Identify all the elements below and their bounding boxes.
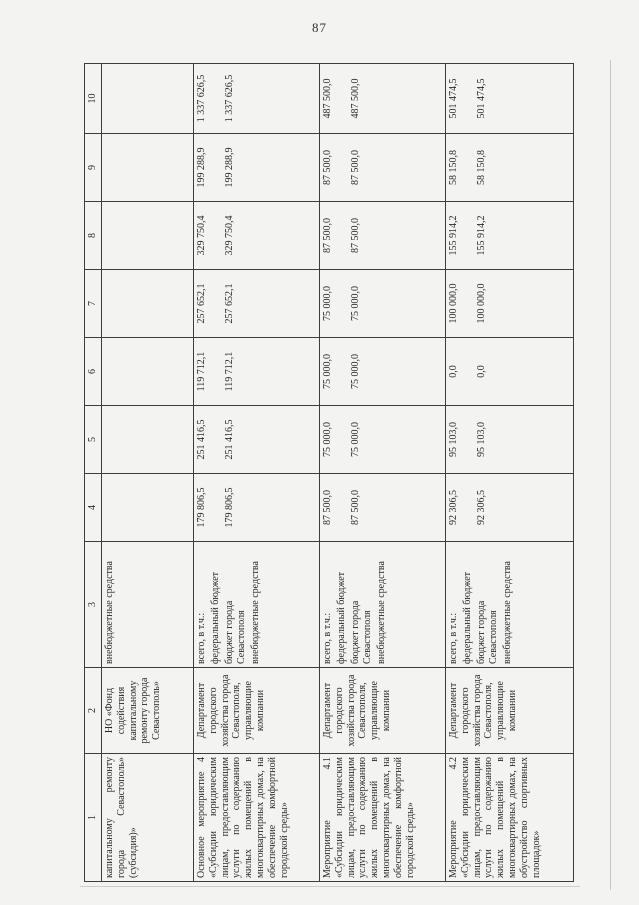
table-row <box>446 64 574 882</box>
value-total: 75 000,0 <box>322 354 333 389</box>
header-cell: 2 <box>85 668 102 754</box>
value-federal <box>462 409 476 470</box>
value-federal <box>336 273 350 334</box>
value-cell <box>102 134 194 202</box>
value-total: 257 652,1 <box>196 283 207 324</box>
funding-source-line: внебюджетные средства <box>376 561 387 664</box>
value-cell <box>320 202 446 270</box>
funding-source-line: бюджет города Севастополя <box>350 600 373 664</box>
funding-source-cell <box>320 542 446 668</box>
scan-edge-line <box>610 60 611 890</box>
value-city: 100 000,0 <box>476 283 487 324</box>
funding-source-line: федеральный бюджет <box>336 571 347 664</box>
header-cell: 5 <box>85 406 102 474</box>
value-total: 329 750,4 <box>196 215 207 256</box>
value-cell <box>194 202 320 270</box>
value-city: 75 000,0 <box>350 286 361 321</box>
value-federal <box>336 67 350 130</box>
value-federal <box>336 409 350 470</box>
value-total: 75 000,0 <box>322 286 333 321</box>
funding-source-cell <box>194 542 320 668</box>
value-city: 1 337 626,5 <box>224 74 235 123</box>
header-row <box>85 64 102 882</box>
value-city: 87 500,0 <box>350 218 361 253</box>
value-federal <box>336 341 350 402</box>
value-city: 257 652,1 <box>224 283 235 324</box>
table-row <box>102 64 194 882</box>
value-city: 155 914,2 <box>476 215 487 256</box>
value-city: 251 416,5 <box>224 419 235 460</box>
value-cell <box>194 270 320 338</box>
value-cell <box>446 134 574 202</box>
value-total: 487 500,0 <box>322 78 333 119</box>
header-cell: 4 <box>85 474 102 542</box>
value-federal <box>210 205 224 266</box>
value-cell <box>194 134 320 202</box>
value-city: 179 806,5 <box>224 487 235 528</box>
value-total: 87 500,0 <box>322 150 333 185</box>
value-cell <box>320 270 446 338</box>
value-federal <box>210 409 224 470</box>
value-cell <box>102 338 194 406</box>
executor-cell: Департамент городского хозяйства города Севастополя, управляющие компании <box>320 668 446 754</box>
value-total: 501 474,5 <box>448 78 459 119</box>
value-cell <box>446 338 574 406</box>
value-city: 75 000,0 <box>350 422 361 457</box>
header-cell: 8 <box>85 202 102 270</box>
value-cell <box>446 202 574 270</box>
value-federal <box>210 477 224 538</box>
value-cell <box>194 64 320 134</box>
value-cell <box>102 406 194 474</box>
value-city: 329 750,4 <box>224 215 235 256</box>
value-total: 95 103,0 <box>448 422 459 457</box>
header-cell: 10 <box>85 64 102 134</box>
funding-source-line: внебюджетные средства <box>250 561 261 664</box>
funding-source-line: внебюджетные средства <box>502 561 513 664</box>
value-city: 92 306,5 <box>476 490 487 525</box>
funding-source-cell <box>446 542 574 668</box>
measure-name-cell: Мероприятие 4.2 «Субсидии юридическим лицам, предоставляющим услуги по содержанию жилых помещений в многоквартирных домах, на обустройство спортивных площадок» <box>446 754 574 882</box>
executor-cell: Департамент городского хозяйства города Севастополя, управляющие компании <box>194 668 320 754</box>
value-cell <box>102 270 194 338</box>
value-federal <box>462 67 476 130</box>
value-total: 1 337 626,5 <box>196 74 207 123</box>
value-total: 179 806,5 <box>196 487 207 528</box>
funding-source-line: внебюджетные средства <box>104 561 115 664</box>
value-city: 119 712,1 <box>224 351 235 392</box>
executor-cell: НО «Фонд содействия капитальному ремонту города Севастополь» <box>102 668 194 754</box>
value-cell <box>102 64 194 134</box>
value-total: 119 712,1 <box>196 351 207 392</box>
value-total: 199 288,9 <box>196 147 207 188</box>
value-cell <box>446 64 574 134</box>
header-cell: 1 <box>85 754 102 882</box>
value-total: 92 306,5 <box>448 490 459 525</box>
value-cell <box>194 474 320 542</box>
page-number: 87 <box>312 20 327 35</box>
value-federal <box>462 205 476 266</box>
value-cell <box>446 474 574 542</box>
value-city: 487 500,0 <box>350 78 361 119</box>
funding-source-line: бюджет города Севастополя <box>476 600 499 664</box>
value-cell <box>446 406 574 474</box>
table-row <box>320 64 446 882</box>
value-federal <box>336 137 350 198</box>
funding-source-line: бюджет города Севастополя <box>224 600 247 664</box>
value-federal <box>336 477 350 538</box>
funding-source-cell <box>102 542 194 668</box>
value-federal <box>462 341 476 402</box>
value-federal <box>462 137 476 198</box>
value-federal <box>462 273 476 334</box>
value-cell <box>194 406 320 474</box>
value-city: 87 500,0 <box>350 150 361 185</box>
rotated-table-frame <box>84 64 572 882</box>
value-total: 100 000,0 <box>448 283 459 324</box>
value-total: 75 000,0 <box>322 422 333 457</box>
value-federal <box>210 341 224 402</box>
value-cell <box>320 406 446 474</box>
value-city: 501 474,5 <box>476 78 487 119</box>
value-cell <box>320 64 446 134</box>
measure-name-cell: капитальному ремонту города Севастополь» (субсидия)» <box>102 754 194 882</box>
budget-table <box>84 63 574 882</box>
funding-source-line: федеральный бюджет <box>462 571 473 664</box>
value-city: 58 150,8 <box>476 150 487 185</box>
value-total: 58 150,8 <box>448 150 459 185</box>
value-federal <box>210 137 224 198</box>
value-city: 199 288,9 <box>224 147 235 188</box>
value-federal <box>336 205 350 266</box>
value-total: 87 500,0 <box>322 218 333 253</box>
header-cell: 6 <box>85 338 102 406</box>
value-total: 0,0 <box>448 365 459 378</box>
value-cell <box>446 270 574 338</box>
value-cell <box>320 338 446 406</box>
header-cell: 3 <box>85 542 102 668</box>
executor-cell: Департамент городского хозяйства города Севастополя, управляющие компании <box>446 668 574 754</box>
value-cell <box>194 338 320 406</box>
measure-name-cell: Мероприятие 4.1 «Субсидии юридическим лицам, предоставляющим услуги по содержанию жилых помещений в многоквартирных домах, на обеспечение комфортной городской среды» <box>320 754 446 882</box>
value-cell <box>320 134 446 202</box>
value-total: 87 500,0 <box>322 490 333 525</box>
measure-name-cell: Основное мероприятие 4 «Субсидии юридическим лицам, предоставляющим услуги по содержанию жилых помещений в многоквартирных домах, на обеспечение комфортной городской среды» <box>194 754 320 882</box>
header-cell: 9 <box>85 134 102 202</box>
scan-edge-line <box>80 886 580 887</box>
value-cell <box>102 474 194 542</box>
value-city: 95 103,0 <box>476 422 487 457</box>
value-federal <box>210 273 224 334</box>
value-cell <box>320 474 446 542</box>
funding-source-line: всего, в т.ч.: <box>448 612 459 664</box>
value-city: 0,0 <box>476 365 487 378</box>
funding-source-line: всего, в т.ч.: <box>322 612 333 664</box>
value-cell <box>102 202 194 270</box>
value-city: 87 500,0 <box>350 490 361 525</box>
value-city: 75 000,0 <box>350 354 361 389</box>
funding-source-line: федеральный бюджет <box>210 571 221 664</box>
value-total: 251 416,5 <box>196 419 207 460</box>
table-row <box>194 64 320 882</box>
value-federal <box>462 477 476 538</box>
value-total: 155 914,2 <box>448 215 459 256</box>
value-federal <box>210 67 224 130</box>
funding-source-line: всего, в т.ч.: <box>196 612 207 664</box>
header-cell: 7 <box>85 270 102 338</box>
